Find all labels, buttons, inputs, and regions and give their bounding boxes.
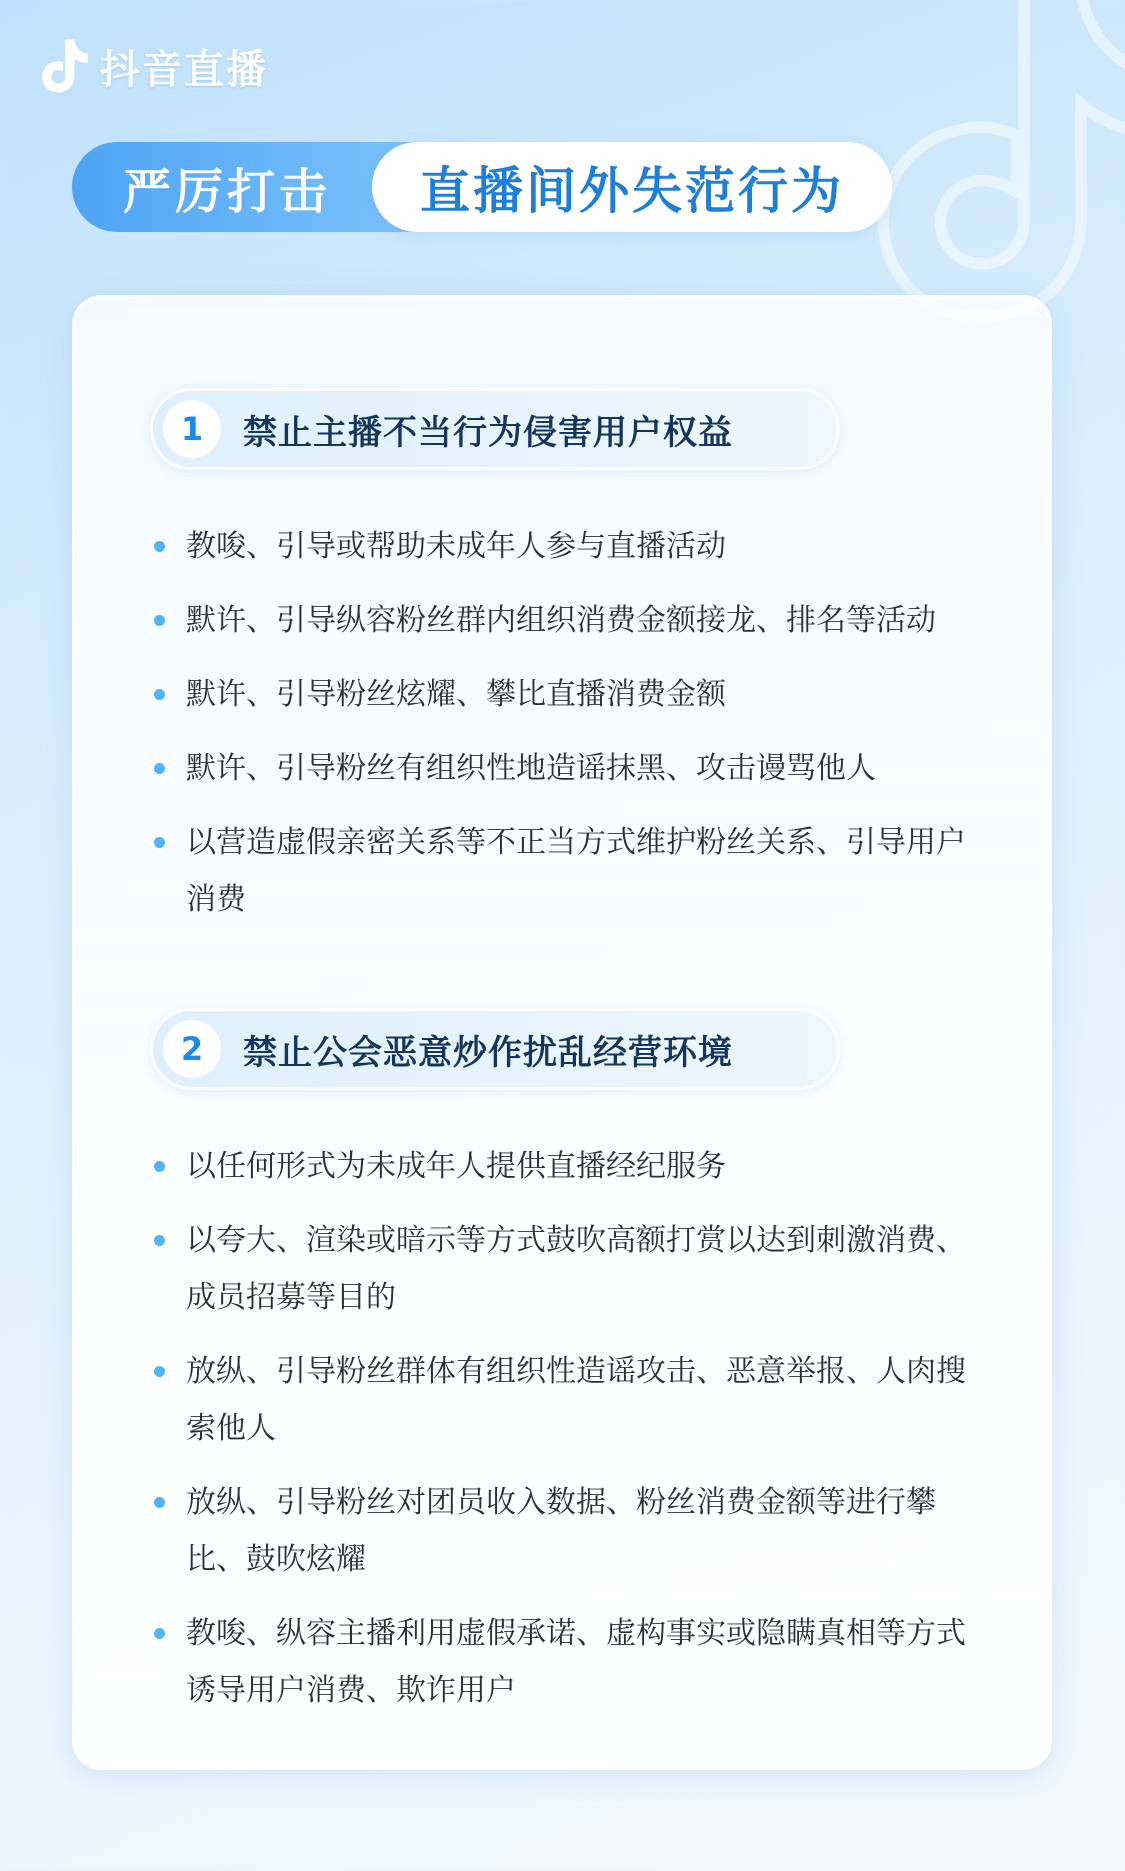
bullet-dot	[154, 1366, 165, 1377]
list-item	[150, 592, 980, 649]
brand-logo	[38, 36, 268, 96]
bullet-dot	[154, 1161, 165, 1172]
bullet-dot	[154, 1235, 165, 1246]
list-item-text: 放纵、引导粉丝对团员收入数据、粉丝消费金额等进行攀比、鼓吹炫耀	[186, 1485, 936, 1577]
section-1-list	[150, 518, 980, 945]
list-item	[150, 1138, 980, 1195]
headline-left: 严厉打击	[72, 142, 422, 232]
list-item	[150, 740, 980, 797]
headline-right: 直播间外失范行为	[372, 142, 892, 232]
list-item-text: 默许、引导纵容粉丝群内组织消费金额接龙、排名等活动	[186, 603, 936, 638]
list-item	[150, 1474, 980, 1588]
list-item-text: 以夸大、渲染或暗示等方式鼓吹高额打赏以达到刺激消费、成员招募等目的	[186, 1223, 966, 1315]
list-item-text: 默许、引导粉丝有组织性地造谣抹黑、攻击谩骂他人	[186, 751, 876, 786]
headline-banner	[72, 142, 892, 232]
list-item	[150, 1605, 980, 1719]
list-item-text: 教唆、引导或帮助未成年人参与直播活动	[186, 529, 726, 564]
section-number: 1	[163, 400, 221, 458]
section-title: 禁止公会恶意炒作扰乱经营环境	[243, 1032, 733, 1073]
brand-name: 抖音直播	[100, 46, 268, 93]
section-number: 2	[163, 1020, 221, 1078]
rules-card	[72, 295, 1052, 1770]
list-item	[150, 1212, 980, 1326]
list-item	[150, 518, 980, 575]
bullet-dot	[154, 1628, 165, 1639]
tiktok-note-icon	[38, 37, 90, 95]
bullet-dot	[154, 541, 165, 552]
list-item-text: 放纵、引导粉丝群体有组织性造谣攻击、恶意举报、人肉搜索他人	[186, 1354, 966, 1446]
list-item	[150, 814, 980, 928]
list-item	[150, 1343, 980, 1457]
list-item-text: 以营造虚假亲密关系等不正当方式维护粉丝关系、引导用户消费	[186, 825, 966, 917]
section-header-1	[150, 388, 840, 470]
bullet-dot	[154, 1497, 165, 1508]
list-item	[150, 666, 980, 723]
section-title: 禁止主播不当行为侵害用户权益	[243, 412, 733, 453]
section-2-list	[150, 1138, 980, 1736]
list-item-text: 默许、引导粉丝炫耀、攀比直播消费金额	[186, 677, 726, 712]
section-header-2	[150, 1008, 840, 1090]
bullet-dot	[154, 615, 165, 626]
bullet-dot	[154, 689, 165, 700]
list-item-text: 以任何形式为未成年人提供直播经纪服务	[186, 1149, 726, 1184]
list-item-text: 教唆、纵容主播利用虚假承诺、虚构事实或隐瞒真相等方式诱导用户消费、欺诈用户	[186, 1616, 966, 1708]
bullet-dot	[154, 837, 165, 848]
bullet-dot	[154, 763, 165, 774]
